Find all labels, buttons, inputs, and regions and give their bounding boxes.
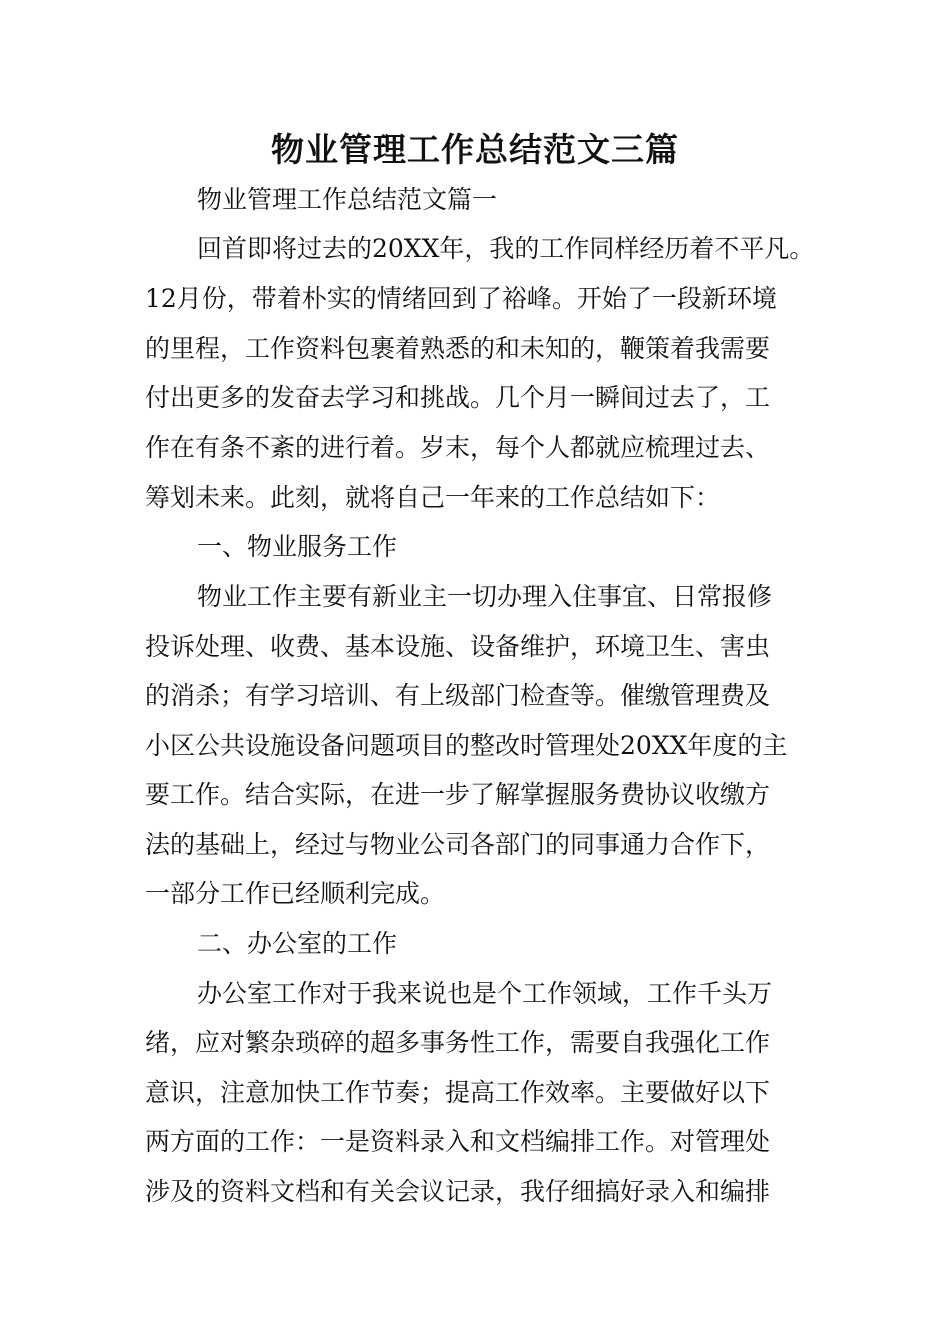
paragraph-line: 绪，应对繁杂琐碎的超多事务性工作，需要自我强化工作 <box>145 1028 771 1057</box>
paragraph-line: 办公室工作对于我来说也是个工作领域，工作千头万 <box>197 979 773 1008</box>
paragraph-line: 作在有条不紊的进行着。岁末，每个人都就应梳理过去、 <box>145 433 771 462</box>
paragraph-line: 涉及的资料文档和有关会议记录，我仔细搞好录入和编排 <box>145 1177 771 1206</box>
paragraph-line: 两方面的工作：一是资料录入和文档编排工作。对管理处 <box>145 1127 771 1156</box>
section-heading-article-one: 物业管理工作总结范文篇一 <box>197 185 498 214</box>
paragraph-line: 的里程，工作资料包裹着熟悉的和未知的，鞭策着我需要 <box>145 334 771 363</box>
paragraph-line: 的消杀；有学习培训、有上级部门检查等。催缴管理费及 <box>145 681 771 710</box>
paragraph-line: 12月份，带着朴实的情绪回到了裕峰。开始了一段新环境 <box>145 284 777 313</box>
document-title: 物业管理工作总结范文三篇 <box>271 130 679 169</box>
section-heading-property-service: 一、物业服务工作 <box>197 532 398 561</box>
paragraph-line: 意识，注意加快工作节奏；提高工作效率。主要做好以下 <box>145 1078 771 1107</box>
paragraph-line: 筹划未来。此刻，就将自己一年来的工作总结如下： <box>145 483 721 512</box>
paragraph-line: 投诉处理、收费、基本设施、设备维护，环境卫生、害虫 <box>145 632 771 661</box>
paragraph-line: 物业工作主要有新业主一切办理入住事宜、日常报修 <box>197 582 773 611</box>
paragraph-line: 要工作。结合实际，在进一步了解掌握服务费协议收缴方 <box>145 780 771 809</box>
paragraph-line: 一部分工作已经顺利完成。 <box>145 879 446 908</box>
paragraph-line: 回首即将过去的20XX年，我的工作同样经历着不平凡。 <box>197 234 815 263</box>
paragraph-line: 法的基础上，经过与物业公司各部门的同事通力合作下， <box>145 830 771 859</box>
paragraph-line: 小区公共设施设备问题项目的整改时管理处20XX年度的主 <box>145 731 788 760</box>
section-heading-office-work: 二、办公室的工作 <box>197 929 398 958</box>
paragraph-line: 付出更多的发奋去学习和挑战。几个月一瞬间过去了，工 <box>145 383 771 412</box>
